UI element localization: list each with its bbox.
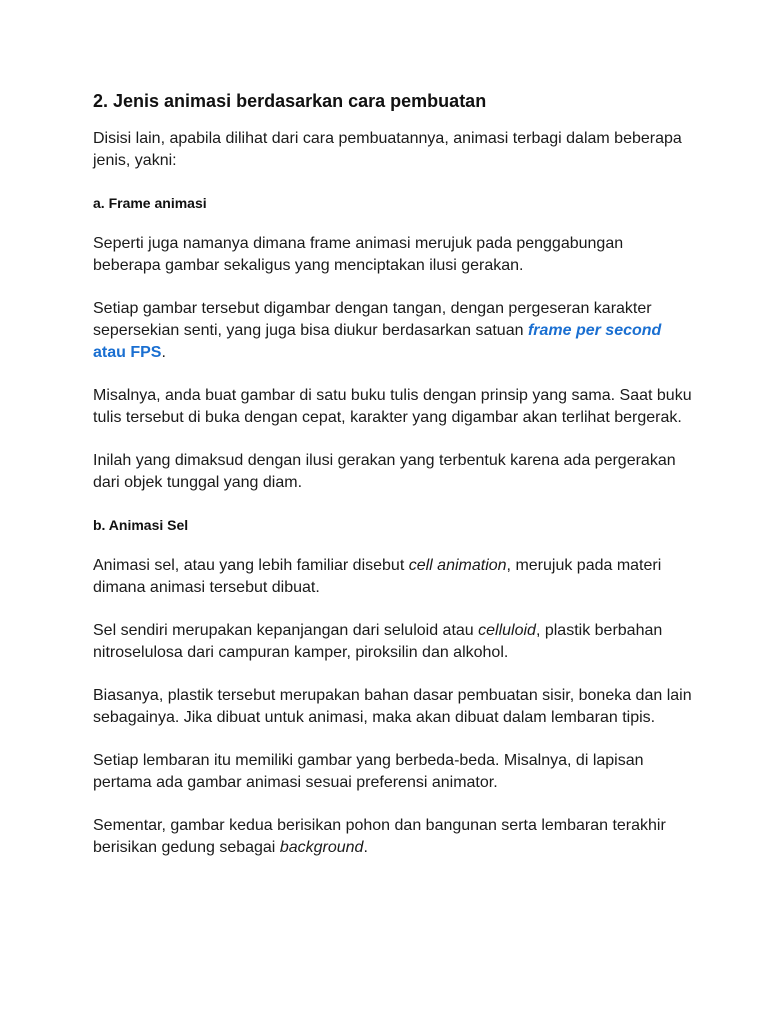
frame-animasi-paragraph-2 — [93, 298, 693, 364]
italic-term: celluloid — [478, 622, 536, 639]
subheading-frame-animasi: a. Frame animasi — [93, 195, 207, 211]
frame-animasi-paragraph-1: Seperti juga namanya dimana frame animasi merujuk pada penggabungan beberapa gambar sekaligus yang menciptakan ilusi gerakan. — [93, 235, 624, 274]
text-fragment: . — [161, 344, 166, 361]
animasi-sel-paragraph-5 — [93, 815, 693, 859]
italic-term: background — [279, 839, 364, 856]
animasi-sel-paragraph-2 — [93, 620, 693, 664]
text-fragment: . — [363, 839, 368, 856]
text-fragment: Sel sendiri merupakan kepanjangan dari seluloid atau — [93, 622, 479, 639]
fps-link-rest: atau FPS — [93, 344, 162, 361]
animasi-sel-paragraph-4: Setiap lembaran itu memiliki gambar yang berbeda-beda. Misalnya, di lapisan pertama ada gambar animasi sesuai preferensi animator. — [93, 752, 644, 791]
section-heading: 2. Jenis animasi berdasarkan cara pembuatan — [93, 91, 487, 111]
document-page — [93, 88, 693, 880]
text-fragment: Animasi sel, atau yang lebih familiar disebut — [93, 557, 409, 574]
text-fragment: , merujuk pada materi dimana animasi tersebut dibuat. — [93, 557, 662, 596]
animasi-sel-paragraph-1 — [93, 555, 693, 599]
frame-animasi-paragraph-3: Misalnya, anda buat gambar di satu buku tulis dengan prinsip yang sama. Saat buku tulis tersebut di buka dengan cepat, karakter yang digambar akan terlihat bergerak. — [93, 387, 692, 426]
text-fragment: Sementar, gambar kedua berisikan pohon dan bangunan serta lembaran terakhir berisikan gedung sebagai — [93, 817, 666, 856]
text-fragment: , plastik berbahan nitroselulosa dari campuran kamper, piroksilin dan alkohol. — [93, 622, 663, 661]
text-fragment: Setiap gambar tersebut digambar dengan tangan, dengan pergeseran karakter sepersekian senti, yang juga bisa diukur berdasarkan satuan — [93, 300, 652, 339]
animasi-sel-paragraph-3: Biasanya, plastik tersebut merupakan bahan dasar pembuatan sisir, boneka dan lain sebagainya. Jika dibuat untuk animasi, maka akan dibuat dalam lembaran tipis. — [93, 687, 692, 726]
subheading-animasi-sel: b. Animasi Sel — [93, 517, 189, 533]
fps-link-italic: frame per second — [527, 322, 662, 339]
frame-animasi-paragraph-4: Inilah yang dimaksud dengan ilusi gerakan yang terbentuk karena ada pergerakan dari objek tunggal yang diam. — [93, 452, 676, 491]
intro-paragraph: Disisi lain, apabila dilihat dari cara pembuatannya, animasi terbagi dalam beberapa jenis, yakni: — [93, 130, 682, 169]
italic-term: cell animation — [408, 557, 507, 574]
